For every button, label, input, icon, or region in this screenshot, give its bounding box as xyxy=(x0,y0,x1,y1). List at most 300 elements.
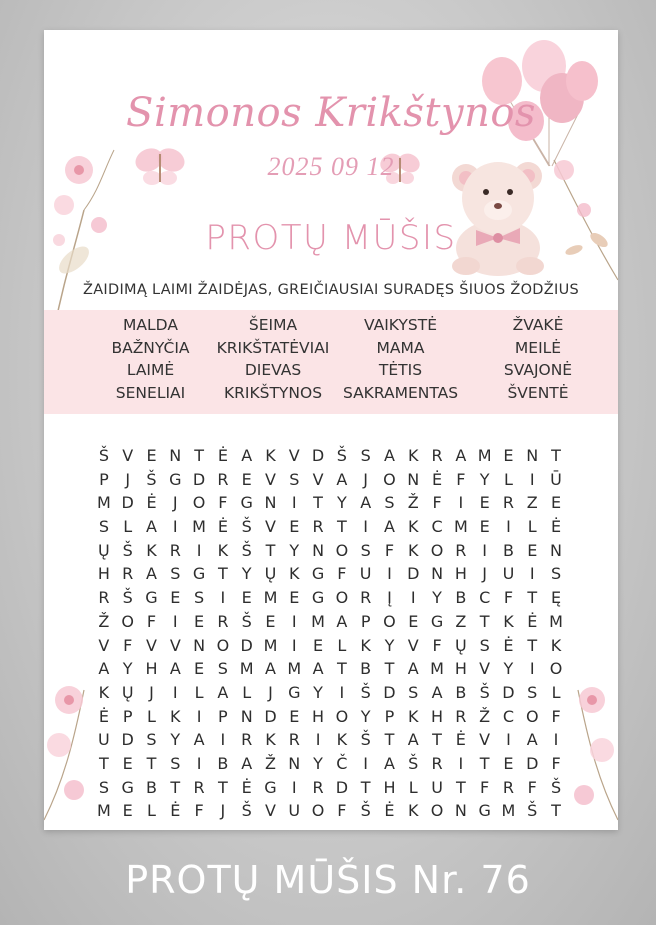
grid-letter: Y xyxy=(313,682,323,702)
grid-letter: K xyxy=(265,446,276,465)
grid-letter: T xyxy=(265,540,276,560)
grid-letter: V xyxy=(288,446,300,465)
grid-letter: A xyxy=(241,753,253,773)
grid-letter: I xyxy=(387,564,392,584)
grid-letter: C xyxy=(479,588,491,608)
grid-letter: Č xyxy=(336,753,348,773)
grid-letter: M xyxy=(239,659,254,679)
grid-letter: G xyxy=(240,493,253,513)
grid-letter: V xyxy=(407,635,419,655)
grid-letter: Ė xyxy=(455,730,466,750)
grid-letter: A xyxy=(526,730,538,750)
grid-letter: Y xyxy=(336,493,347,513)
grid-letter: S xyxy=(146,730,157,750)
grid-letter: V xyxy=(479,659,491,679)
grid-letter: A xyxy=(146,564,157,584)
footer-caption: PROTŲ MŪŠIS Nr. 76 xyxy=(125,858,531,902)
event-date: 2025 09 12 xyxy=(267,152,395,181)
grid-letter: Y xyxy=(289,540,300,560)
grid-letter: Į xyxy=(387,588,392,608)
grid-letter: Š xyxy=(122,588,133,608)
grid-letter: C xyxy=(502,706,515,726)
grid-letter: G xyxy=(192,564,206,584)
grid-letter: Š xyxy=(408,753,419,773)
grid-letter: Ų xyxy=(454,635,467,655)
grid-letter: T xyxy=(551,446,561,465)
grid-letter: H xyxy=(454,564,467,584)
grid-letter: L xyxy=(242,682,252,702)
quiz-card xyxy=(44,30,618,830)
grid-letter: Ė xyxy=(217,517,228,537)
grid-letter: T xyxy=(336,659,347,679)
grid-letter: Ė xyxy=(170,801,181,821)
grid-letter: V xyxy=(479,730,491,750)
word-list xyxy=(88,316,608,403)
grid-letter: Š xyxy=(360,682,371,702)
grid-letter: Š xyxy=(241,801,252,821)
grid-letter: E xyxy=(503,753,514,773)
grid-letter: R xyxy=(169,540,181,560)
grid-letter: F xyxy=(337,564,347,584)
grid-letter: A xyxy=(169,659,181,679)
grid-letter: B xyxy=(360,659,372,679)
grid-letter: L xyxy=(408,777,418,797)
grid-letter: A xyxy=(383,753,395,773)
grid-letter: V xyxy=(312,469,324,489)
grid-letter: I xyxy=(315,730,321,750)
grid-letter: F xyxy=(337,801,347,821)
grid-letter: E xyxy=(170,588,181,608)
word-list-item: KRIKŠTYNOS xyxy=(223,383,323,402)
grid-letter: Ž xyxy=(98,611,110,631)
grid-letter: I xyxy=(529,564,535,584)
grid-letter: Y xyxy=(503,659,514,679)
grid-letter: R xyxy=(455,706,467,726)
word-list-item: KRIKŠTATĖVIAI xyxy=(216,338,330,357)
grid-letter: Y xyxy=(384,635,395,655)
grid-letter: Ų xyxy=(98,540,110,560)
grid-letter: R xyxy=(98,588,110,608)
grid-letter: V xyxy=(265,801,276,821)
grid-letter: T xyxy=(313,493,323,513)
grid-letter: N xyxy=(454,801,467,821)
grid-letter: D xyxy=(335,777,349,797)
grid-letter: S xyxy=(384,493,395,513)
grid-letter: R xyxy=(217,611,229,631)
grid-letter: I xyxy=(410,588,416,608)
grid-letter: E xyxy=(289,588,300,608)
grid-letter: B xyxy=(146,777,157,797)
grid-letter: A xyxy=(407,659,419,679)
grid-letter: A xyxy=(146,517,157,537)
grid-letter: G xyxy=(169,469,182,489)
grid-letter: A xyxy=(431,682,443,702)
grid-letter: Š xyxy=(360,801,371,821)
grid-letter: V xyxy=(265,517,276,537)
grid-letter: J xyxy=(482,564,487,584)
grid-letter: Y xyxy=(241,564,252,584)
grid-letter: Ė xyxy=(146,493,157,513)
grid-letter: F xyxy=(551,753,561,773)
word-list-item: SENELIAI xyxy=(115,383,186,402)
grid-letter: K xyxy=(360,635,371,655)
flowers-bottom-right-icon xyxy=(554,660,618,830)
grid-letter: L xyxy=(147,706,156,726)
grid-letter: D xyxy=(311,446,325,465)
grid-letter: A xyxy=(265,659,276,679)
grid-letter: T xyxy=(432,730,442,750)
word-list-item: SAKRAMENTAS xyxy=(342,383,459,402)
grid-letter: B xyxy=(455,682,467,702)
grid-letter: H xyxy=(383,777,396,797)
quiz-heading: PROTŲ MŪŠIS xyxy=(205,218,457,258)
grid-letter: R xyxy=(312,517,324,537)
grid-letter: Z xyxy=(526,493,538,513)
grid-letter: A xyxy=(383,517,395,537)
grid-letter: E xyxy=(527,540,538,560)
grid-letter: Y xyxy=(432,588,442,608)
grid-letter: D xyxy=(121,730,134,750)
grid-letter: A xyxy=(336,469,348,489)
grid-letter: I xyxy=(291,611,297,631)
grid-letter: E xyxy=(194,611,205,631)
grid-letter: G xyxy=(121,777,134,797)
grid-letter: B xyxy=(455,588,467,608)
grid-letter: M xyxy=(263,635,278,655)
grid-letter: F xyxy=(456,469,466,489)
grid-letter: K xyxy=(336,730,348,750)
grid-letter: R xyxy=(122,564,134,584)
grid-letter: I xyxy=(529,469,535,489)
grid-letter: O xyxy=(192,493,206,513)
grid-letter: P xyxy=(218,706,228,726)
grid-letter: A xyxy=(383,446,395,465)
word-list-item: ŠEIMA xyxy=(248,316,298,334)
grid-letter: I xyxy=(458,753,464,773)
grid-letter: H xyxy=(312,706,325,726)
grid-letter: T xyxy=(170,777,181,797)
grid-letter: R xyxy=(431,446,443,465)
grid-letter: Ė xyxy=(550,517,562,537)
word-list-item: MEILĖ xyxy=(514,338,562,357)
grid-letter: M xyxy=(287,659,302,679)
grid-letter: A xyxy=(241,446,253,465)
grid-letter: D xyxy=(383,682,396,702)
grid-letter: D xyxy=(407,564,420,584)
grid-letter: G xyxy=(145,588,158,608)
grid-letter: S xyxy=(289,469,300,489)
grid-letter: E xyxy=(241,469,252,489)
grid-letter: K xyxy=(289,564,300,584)
grid-letter: L xyxy=(503,469,513,489)
grid-letter: I xyxy=(291,493,297,513)
grid-letter: V xyxy=(146,635,157,655)
grid-letter: S xyxy=(98,517,109,537)
grid-letter: R xyxy=(455,540,467,560)
grid-letter: U xyxy=(359,564,372,584)
grid-letter: R xyxy=(502,777,514,797)
grid-letter: F xyxy=(146,611,157,631)
grid-letter: I xyxy=(196,706,202,726)
grid-letter: T xyxy=(384,659,395,679)
grid-letter: E xyxy=(479,517,490,537)
grid-letter: K xyxy=(265,730,276,750)
grid-letter: I xyxy=(196,753,202,773)
grid-letter: Ū xyxy=(550,469,562,489)
grid-letter: I xyxy=(529,659,535,679)
grid-letter: I xyxy=(291,777,297,797)
grid-letter: T xyxy=(194,446,204,465)
grid-letter: F xyxy=(384,540,395,560)
grid-letter: M xyxy=(453,517,468,537)
grid-letter: N xyxy=(550,540,563,560)
grid-letter: A xyxy=(217,682,229,702)
grid-letter: F xyxy=(194,801,204,821)
grid-letter: V xyxy=(122,446,134,465)
grid-letter: K xyxy=(550,635,562,655)
grid-letter: E xyxy=(479,493,490,513)
grid-letter: L xyxy=(147,801,156,821)
grid-letter: Š xyxy=(241,517,252,537)
grid-letter: Ė xyxy=(217,446,228,465)
grid-letter: J xyxy=(172,493,178,513)
grid-letter: I xyxy=(172,682,178,702)
grid-letter: K xyxy=(170,706,181,726)
grid-letter: T xyxy=(99,753,109,773)
grid-letter: E xyxy=(550,493,562,513)
grid-letter: G xyxy=(430,611,444,631)
grid-letter: T xyxy=(527,635,538,655)
grid-letter: L xyxy=(527,517,537,537)
grid-letter: I xyxy=(506,517,511,537)
word-list-item: VAIKYSTĖ xyxy=(364,316,437,334)
grid-letter: I xyxy=(220,730,226,750)
grid-letter: U xyxy=(98,730,110,750)
flowers-bottom-left-icon xyxy=(44,660,114,830)
grid-letter: I xyxy=(506,730,511,750)
grid-letter: E xyxy=(408,611,419,631)
grid-letter: P xyxy=(99,469,109,489)
grid-letter: K xyxy=(146,540,157,560)
grid-letter: Š xyxy=(241,540,252,560)
letter-grid xyxy=(92,444,568,823)
grid-letter: R xyxy=(241,730,253,750)
grid-letter: I xyxy=(553,730,559,750)
grid-letter: L xyxy=(337,635,347,655)
grid-letter: Š xyxy=(527,801,538,821)
grid-letter: I xyxy=(482,540,487,560)
event-title: Simonos Krikštynos xyxy=(126,90,536,136)
grid-letter: Ė xyxy=(527,611,538,631)
grid-letter: F xyxy=(123,635,133,655)
grid-letter: G xyxy=(264,777,277,797)
grid-letter: S xyxy=(550,564,562,584)
grid-letter: K xyxy=(408,540,419,560)
grid-letter: M xyxy=(311,611,325,631)
grid-letter: F xyxy=(480,777,490,797)
grid-letter: K xyxy=(98,682,110,702)
grid-letter: A xyxy=(336,611,348,631)
grid-letter: H xyxy=(454,659,467,679)
grid-letter: I xyxy=(363,753,369,773)
grid-letter: G xyxy=(311,588,325,608)
word-list-item: ŽVAKĖ xyxy=(512,316,564,334)
grid-letter: O xyxy=(335,706,349,726)
grid-letter: S xyxy=(360,446,371,465)
grid-letter: L xyxy=(194,682,204,702)
grid-letter: T xyxy=(551,801,561,821)
grid-letter: P xyxy=(122,706,133,726)
grid-letter: E xyxy=(313,635,324,655)
grid-letter: R xyxy=(288,730,300,750)
grid-letter: I xyxy=(291,635,297,655)
grid-letter: Ė xyxy=(241,777,252,797)
grid-letter: N xyxy=(288,753,301,773)
grid-letter: Š xyxy=(241,611,252,631)
grid-letter: A xyxy=(407,730,419,750)
grid-letter: G xyxy=(478,801,491,821)
grid-letter: A xyxy=(312,659,324,679)
grid-letter: O xyxy=(383,469,396,489)
grid-letter: Š xyxy=(550,777,562,797)
grid-letter: O xyxy=(430,801,444,821)
grid-letter: S xyxy=(170,564,181,584)
grid-letter: I xyxy=(458,493,464,513)
grid-letter: A xyxy=(193,730,205,750)
grid-letter: R xyxy=(360,588,372,608)
grid-letter: R xyxy=(502,493,514,513)
word-list-item: LAIMĖ xyxy=(126,361,175,379)
grid-letter: N xyxy=(526,446,539,465)
grid-letter: F xyxy=(551,706,561,726)
grid-letter: V xyxy=(265,469,276,489)
grid-letter: Š xyxy=(98,446,109,465)
grid-letter: M xyxy=(477,446,492,465)
grid-letter: Ė xyxy=(432,469,443,489)
grid-letter: U xyxy=(431,777,443,797)
grid-letter: O xyxy=(383,611,396,631)
word-list-item: DIEVAS xyxy=(244,361,302,379)
grid-letter: S xyxy=(479,635,490,655)
grid-letter: T xyxy=(360,777,371,797)
grid-letter: T xyxy=(336,517,347,537)
grid-letter: N xyxy=(169,446,182,465)
grid-letter: I xyxy=(196,540,202,560)
grid-letter: N xyxy=(431,564,444,584)
grid-letter: Ė xyxy=(98,706,109,726)
grid-letter: U xyxy=(502,564,515,584)
grid-letter: Š xyxy=(360,730,371,750)
grid-letter: M xyxy=(501,801,516,821)
grid-letter: L xyxy=(123,517,133,537)
grid-letter: E xyxy=(122,753,133,773)
grid-letter: D xyxy=(121,493,134,513)
grid-letter: D xyxy=(192,469,206,489)
grid-letter: H xyxy=(145,659,158,679)
grid-letter: T xyxy=(527,588,538,608)
grid-letter: T xyxy=(479,753,490,773)
grid-letter: N xyxy=(407,469,420,489)
grid-letter: Š xyxy=(146,469,157,489)
grid-letter: B xyxy=(217,753,229,773)
grid-letter: Ų xyxy=(264,564,277,584)
grid-letter: L xyxy=(551,682,561,702)
grid-letter: F xyxy=(432,635,442,655)
grid-letter: M xyxy=(192,517,206,537)
grid-letter: S xyxy=(194,588,205,608)
grid-letter: M xyxy=(549,611,563,631)
grid-letter: F xyxy=(527,777,537,797)
grid-letter: F xyxy=(432,493,442,513)
grid-letter: M xyxy=(430,659,444,679)
grid-letter: K xyxy=(408,801,419,821)
grid-letter: A xyxy=(360,493,372,513)
grid-letter: O xyxy=(525,706,539,726)
grid-letter: T xyxy=(455,777,466,797)
grid-letter: Y xyxy=(360,706,371,726)
grid-letter: Ž xyxy=(264,753,276,773)
grid-letter: N xyxy=(240,706,253,726)
grid-letter: O xyxy=(335,540,349,560)
grid-letter: R xyxy=(217,469,229,489)
grid-letter: D xyxy=(240,635,253,655)
grid-letter: A xyxy=(98,659,110,679)
grid-letter: J xyxy=(268,682,273,702)
grid-letter: V xyxy=(98,635,110,655)
grid-letter: I xyxy=(172,611,178,631)
grid-letter: E xyxy=(194,659,205,679)
grid-letter: R xyxy=(312,777,324,797)
grid-letter: H xyxy=(97,564,110,584)
grid-letter: E xyxy=(289,706,300,726)
grid-letter: T xyxy=(479,611,490,631)
grid-letter: H xyxy=(431,706,444,726)
grid-letter: D xyxy=(526,753,539,773)
grid-letter: Ė xyxy=(384,801,395,821)
grid-letter: Y xyxy=(122,659,133,679)
grid-letter: K xyxy=(217,540,229,560)
grid-letter: A xyxy=(455,446,467,465)
grid-letter: G xyxy=(288,682,301,702)
grid-letter: J xyxy=(125,469,131,489)
grid-letter: G xyxy=(311,564,325,584)
grid-letter: Š xyxy=(336,446,347,465)
grid-letter: O xyxy=(335,588,349,608)
word-list-item: MAMA xyxy=(376,338,425,357)
grid-letter: D xyxy=(502,682,515,702)
word-list-item: ŠVENTĖ xyxy=(507,383,569,402)
grid-letter: K xyxy=(408,517,419,537)
grid-letter: K xyxy=(408,706,419,726)
grid-letter: T xyxy=(384,730,395,750)
grid-letter: R xyxy=(431,753,443,773)
grid-letter: Y xyxy=(313,753,323,773)
grid-letter: O xyxy=(430,540,444,560)
grid-letter: J xyxy=(149,682,154,702)
grid-letter: I xyxy=(220,588,226,608)
grid-letter: N xyxy=(264,493,277,513)
grid-letter: V xyxy=(169,635,181,655)
grid-letter: Y xyxy=(170,730,181,750)
grid-letter: I xyxy=(363,517,369,537)
grid-letter: O xyxy=(549,659,563,679)
grid-letter: I xyxy=(339,682,345,702)
grid-letter: P xyxy=(384,706,395,726)
grid-letter: M xyxy=(96,493,111,513)
grid-letter: J xyxy=(220,801,226,821)
instructions-text: ŽAIDIMĄ LAIMI ŽAIDĖJAS, GREIČIAUSIAI SURADĘS ŠIUOS ŽODŽIUS xyxy=(82,282,580,298)
grid-letter: O xyxy=(311,801,325,821)
